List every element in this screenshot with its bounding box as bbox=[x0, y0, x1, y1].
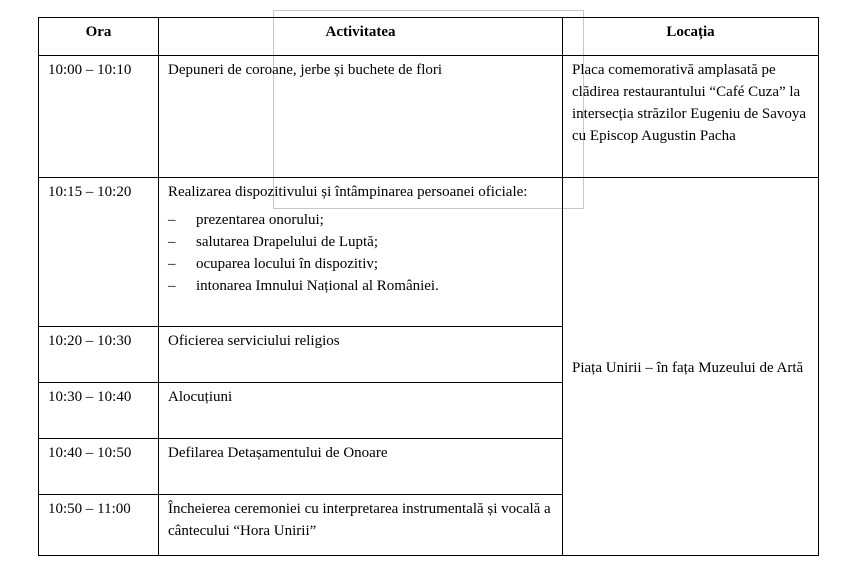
list-item-text: salutarea Drapelului de Luptă; bbox=[196, 234, 379, 250]
activity-cell: Alocuțiuni bbox=[159, 383, 563, 439]
table-row bbox=[39, 56, 819, 178]
activity-cell bbox=[159, 178, 563, 327]
list-item bbox=[168, 275, 556, 297]
location-cell: Placa comemorativă amplasată pe clădirea restaurantului “Café Cuza” la intersecția străzilor Eugeniu de Savoya cu Episcop Augustin Pacha bbox=[563, 56, 819, 178]
time-cell: 10:15 – 10:20 bbox=[39, 178, 159, 327]
time-cell: 10:40 – 10:50 bbox=[39, 439, 159, 495]
activity-subitems-list bbox=[168, 209, 556, 297]
list-item bbox=[168, 231, 556, 253]
list-item-text: prezentarea onorului; bbox=[196, 212, 324, 228]
activity-cell: Oficierea serviciului religios bbox=[159, 327, 563, 383]
schedule-table bbox=[38, 17, 819, 556]
dash-bullet: – bbox=[168, 234, 176, 250]
list-item-text: ocuparea locului în dispozitiv; bbox=[196, 256, 379, 272]
list-item-text: intonarea Imnului Național al României. bbox=[196, 278, 439, 294]
location-cell: Piața Unirii – în fața Muzeului de Artă bbox=[563, 178, 819, 556]
time-cell: 10:50 – 11:00 bbox=[39, 495, 159, 556]
dash-bullet: – bbox=[168, 212, 176, 228]
dash-bullet: – bbox=[168, 256, 176, 272]
header-location: Locația bbox=[563, 18, 819, 56]
activity-cell: Depuneri de coroane, jerbe și buchete de flori bbox=[159, 56, 563, 178]
time-cell: 10:30 – 10:40 bbox=[39, 383, 159, 439]
header-activity: Activitatea bbox=[159, 18, 563, 56]
header-row bbox=[39, 18, 819, 56]
table-row bbox=[39, 178, 819, 327]
header-time: Ora bbox=[39, 18, 159, 56]
time-cell: 10:00 – 10:10 bbox=[39, 56, 159, 178]
activity-cell: Defilarea Detașamentului de Onoare bbox=[159, 439, 563, 495]
time-cell: 10:20 – 10:30 bbox=[39, 327, 159, 383]
list-item bbox=[168, 209, 556, 231]
list-item bbox=[168, 253, 556, 275]
activity-text: Realizarea dispozitivului și întâmpinarea persoanei oficiale: bbox=[168, 184, 528, 200]
dash-bullet: – bbox=[168, 278, 176, 294]
activity-cell: Încheierea ceremoniei cu interpretarea instrumentală și vocală a cântecului “Hora Unirii” bbox=[159, 495, 563, 556]
